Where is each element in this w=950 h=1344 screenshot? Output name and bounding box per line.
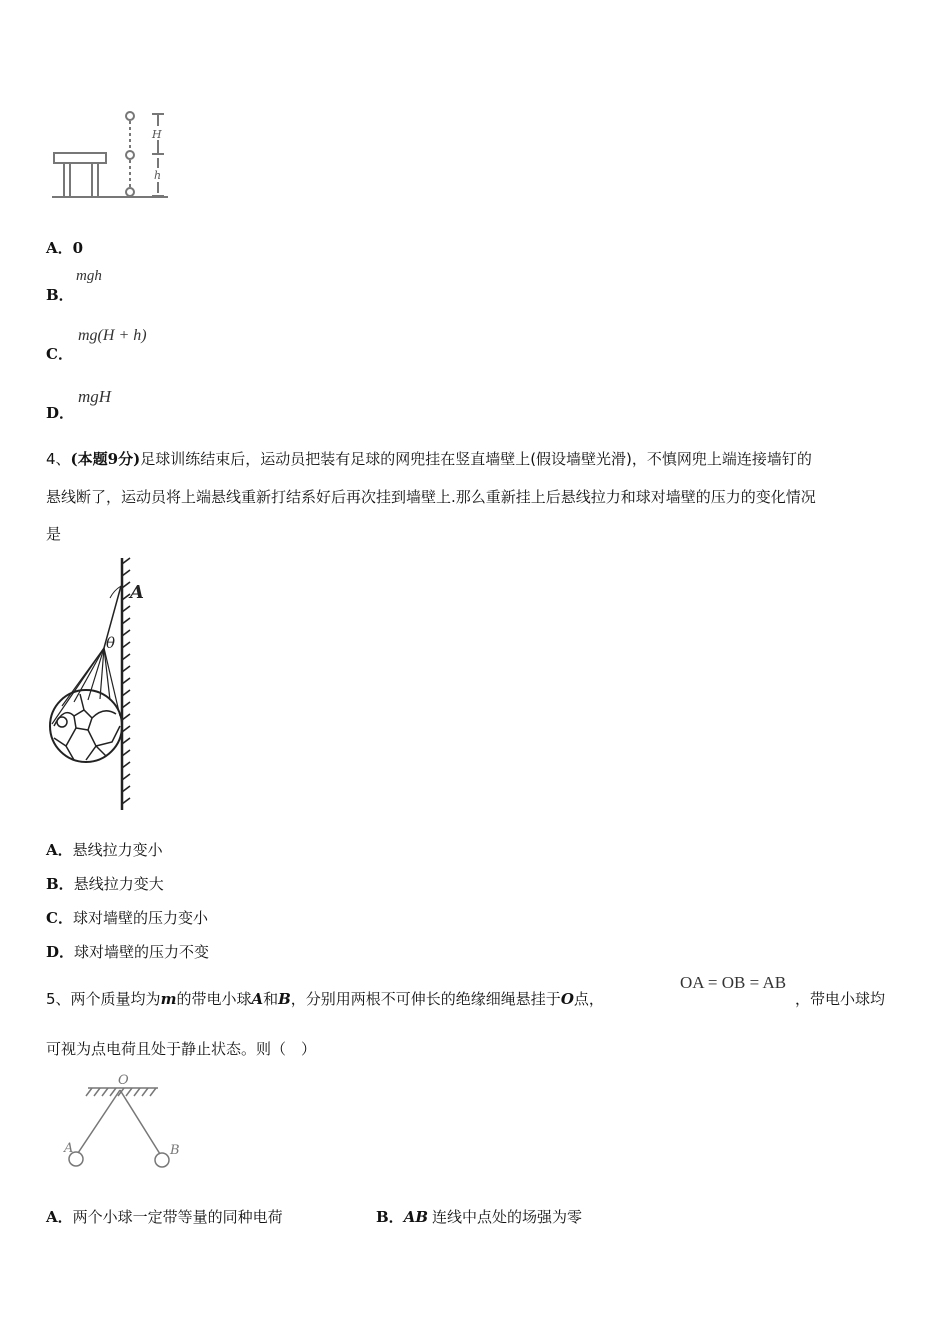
q4-option-b[interactable]: B．悬线拉力变大 (46, 875, 164, 893)
q4-stem-line1 (46, 448, 812, 469)
q4-option-c[interactable]: C．球对墙壁的压力变小 (46, 909, 208, 927)
q5-stem-line2: 可视为点电荷且处于静止状态。则（ ） (46, 1040, 317, 1058)
q5-stem-line1-end: ，带电小球均 (795, 990, 886, 1008)
q5-option-a[interactable]: A．两个小球一定带等量的同种电荷 (46, 1208, 283, 1226)
q4-text-1: 足球训练结束后，运动员把装有足球的网兜挂在竖直墙壁上(假设墙壁光滑)，不慎网兜上端连接墙钉的 (140, 450, 812, 468)
q3-option-a[interactable]: A．0 (46, 239, 84, 257)
q3-option-d-label[interactable]: D． (46, 404, 75, 422)
table-ball-figure (48, 108, 173, 203)
label-A: A (130, 582, 144, 603)
q4-stem-line3: 是 (46, 525, 62, 543)
label-theta: θ (106, 634, 116, 652)
q3-option-c-math: mg(H + h) (78, 327, 147, 344)
ball-net-wall-figure (44, 556, 154, 814)
q4-score: (本题9分) (70, 450, 141, 468)
label-A-ball: A (64, 1141, 74, 1156)
q5-option-b[interactable]: B．AB 连线中点处的场强为零 (376, 1208, 583, 1226)
q3-option-c-label[interactable]: C． (46, 345, 73, 363)
q3-option-b-math: mgh (76, 268, 102, 284)
q3-option-d-math: mgH (78, 387, 112, 406)
label-h: h (154, 169, 162, 182)
label-B-ball: B (170, 1143, 180, 1158)
q3-option-b-label[interactable]: B． (46, 286, 74, 304)
q4-option-d[interactable]: D．球对墙壁的压力不变 (46, 943, 210, 961)
q4-number: 4、 (46, 450, 71, 468)
q5-stem-line1: 5、两个质量均为m的带电小球A和B，分别用两根不可伸长的绝缘细绳悬挂于O点， (46, 990, 604, 1008)
q4-option-a[interactable]: A．悬线拉力变小 (46, 841, 163, 859)
q4-stem-line2: 悬线断了，运动员将上端悬线重新打结系好后再次挂到墙壁上.那么重新挂上后悬线拉力和球对墙壁的压力的变化情况 (46, 488, 816, 506)
q5-equation: OA = OB = AB (680, 973, 787, 992)
label-O: O (118, 1073, 129, 1088)
label-H: H (152, 128, 162, 141)
hanging-balls-figure (56, 1070, 186, 1175)
